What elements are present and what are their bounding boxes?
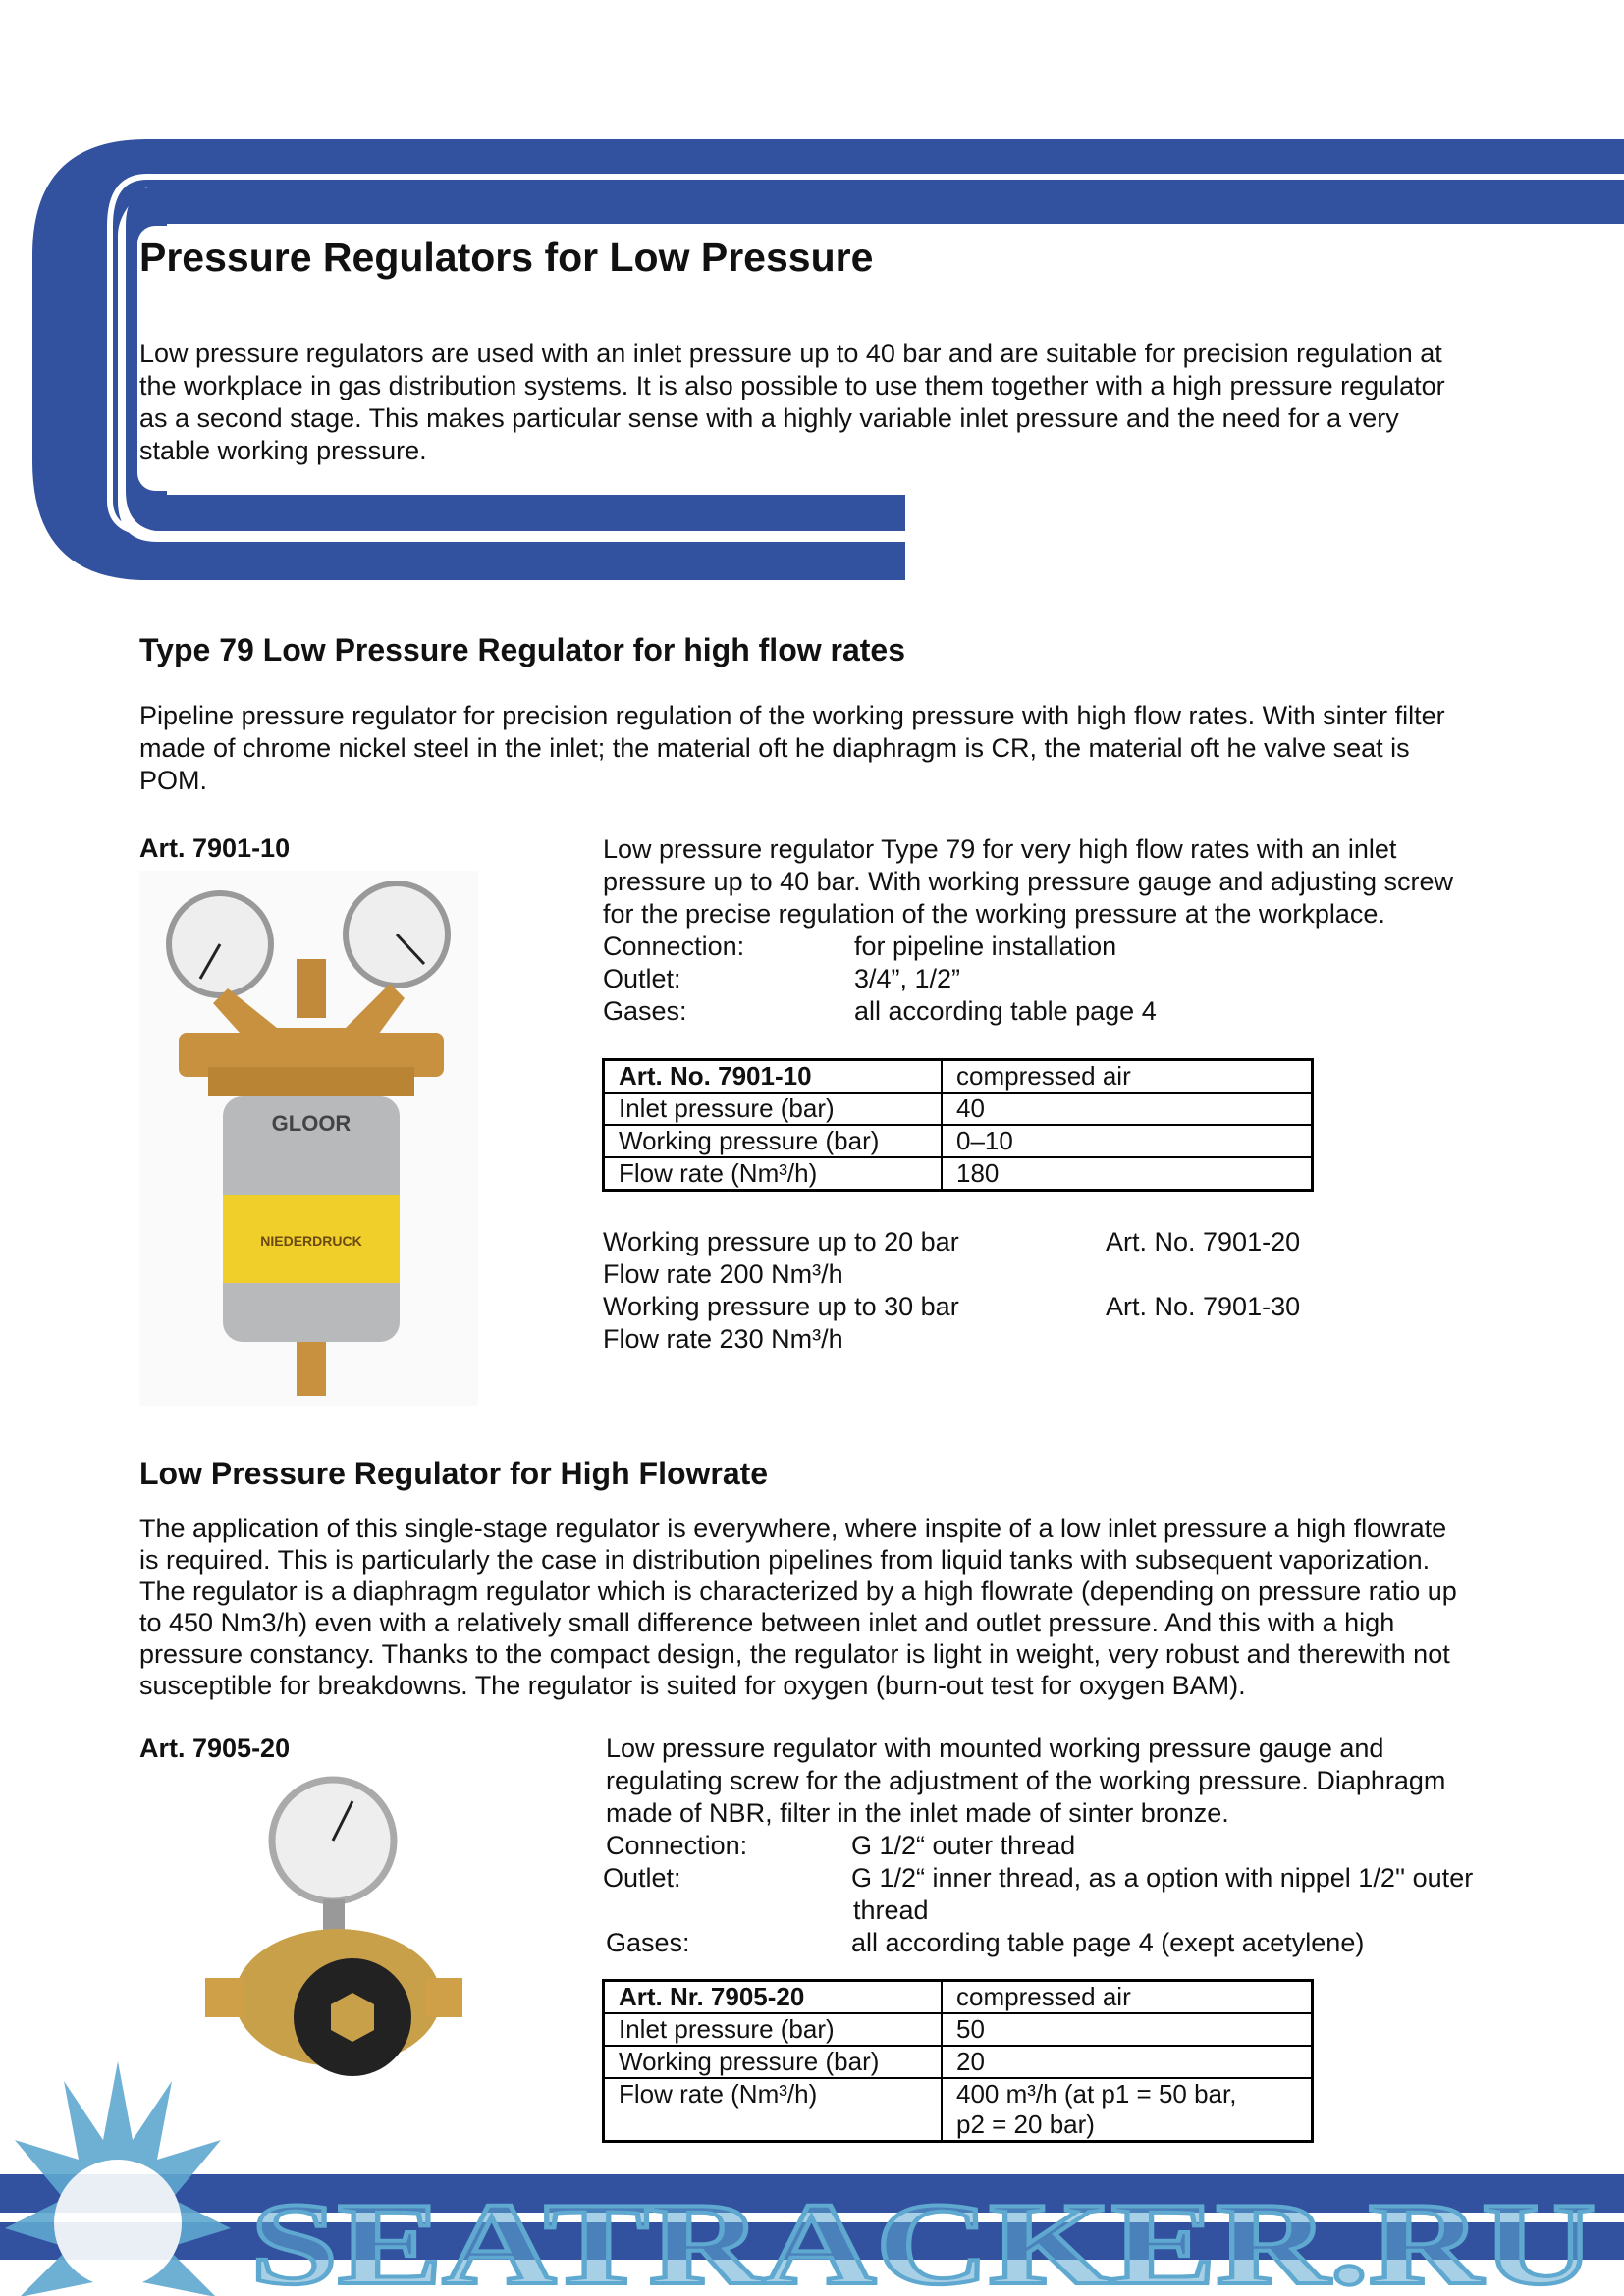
band-label: NIEDERDRUCK: [260, 1233, 362, 1249]
spec-key: Connection:: [603, 932, 745, 961]
page-title: Pressure Regulators for Low Pressure: [139, 235, 874, 280]
regulator-illustration: [205, 1772, 462, 2096]
para-line: The application of this single-stage regulator is everywhere, where inspite of a low inlet pressure a high flowrate: [139, 1514, 1447, 1543]
table-cell: 180: [942, 1157, 1313, 1191]
spec-key: Outlet:: [603, 1863, 681, 1893]
variant-art: Art. No. 7901-20: [1106, 1227, 1301, 1256]
spec-key: Connection:: [606, 1831, 748, 1860]
table-row: [604, 1060, 1313, 1094]
spec-value: 3/4”, 1/2”: [854, 964, 961, 993]
desc-line: Low pressure regulator with mounted working pressure gauge and: [606, 1734, 1384, 1763]
table-cell: 20: [942, 2046, 1313, 2078]
table-cell: 40: [942, 1093, 1313, 1125]
table-cell: Inlet pressure (bar): [604, 1093, 943, 1125]
desc-line: regulating screw for the adjustment of the working pressure. Diaphragm: [606, 1766, 1446, 1795]
para-line: POM.: [139, 766, 208, 795]
spec-table-7901-10: [602, 1058, 1314, 1192]
para-line: susceptible for breakdowns. The regulator is suited for oxygen (burn-out test for oxygen BAM).: [139, 1671, 1246, 1700]
spec-value: thread: [853, 1896, 929, 1925]
variant-line: Working pressure up to 30 bar: [603, 1292, 959, 1321]
art-label: Art. 7901-10: [139, 833, 291, 863]
table-row: [604, 1125, 1313, 1157]
para-line: pressure constancy. Thanks to the compact design, the regulator is light in weight, very robust and therewith not: [139, 1639, 1450, 1669]
watermark: [0, 2052, 1624, 2296]
intro-line: stable working pressure.: [139, 436, 427, 465]
table-row: [604, 1093, 1313, 1125]
para-line: is required. This is particularly the case in distribution pipelines from liquid tanks with subsequent vaporization.: [139, 1545, 1431, 1575]
spec-key: Gases:: [606, 1928, 690, 1957]
intro-line: as a second stage. This makes particular sense with a highly variable inlet pressure and the need for a very: [139, 403, 1399, 433]
desc-line: Low pressure regulator Type 79 for very high flow rates with an inlet: [603, 834, 1397, 864]
para-line: made of chrome nickel steel in the inlet; the material oft he diaphragm is CR, the material oft he valve seat is: [139, 733, 1410, 763]
spec-key: Gases:: [603, 996, 687, 1026]
table-cell: Inlet pressure (bar): [604, 2013, 943, 2046]
para-line: The regulator is a diaphragm regulator which is characterized by a high flowrate (depending on pressure ratio up: [139, 1576, 1457, 1606]
regulator-illustration: [139, 871, 478, 1406]
table-cell: compressed air: [942, 1060, 1313, 1094]
spec-key: Outlet:: [603, 964, 681, 993]
table-cell: Working pressure (bar): [604, 2046, 943, 2078]
variant-art: Art. No. 7901-30: [1106, 1292, 1301, 1321]
art-label: Art. 7905-20: [139, 1734, 291, 1763]
watermark-text: SEATRACKER.RU: [250, 2178, 1596, 2296]
variant-line: Flow rate 230 Nm³/h: [603, 1324, 843, 1354]
product-image-7901-10: [139, 871, 478, 1406]
table-row: [604, 1981, 1313, 2014]
table-row: [604, 1157, 1313, 1191]
brand-label: GLOOR: [271, 1111, 352, 1136]
spec-value: for pipeline installation: [854, 932, 1117, 961]
sun-icon: [5, 2061, 231, 2296]
desc-line: for the precise regulation of the working pressure at the workplace.: [603, 899, 1385, 929]
table-cell: 50: [942, 2013, 1313, 2046]
section-heading-highflow: Low Pressure Regulator for High Flowrate: [139, 1456, 769, 1491]
spec-value: all according table page 4 (exept acetylene): [851, 1928, 1365, 1957]
table-cell-line: p2 = 20 bar): [956, 2109, 1095, 2139]
table-row: [604, 2013, 1313, 2046]
table-cell: Working pressure (bar): [604, 1125, 943, 1157]
table-cell: Flow rate (Nm³/h): [604, 1157, 943, 1191]
spec-value: G 1/2“ outer thread: [851, 1831, 1076, 1860]
product-image-7905-20: [205, 1772, 462, 2096]
desc-line: pressure up to 40 bar. With working pressure gauge and adjusting screw: [603, 867, 1453, 896]
spec-value: all according table page 4: [854, 996, 1157, 1026]
spec-value: G 1/2“ inner thread, as a option with nippel 1/2'' outer: [851, 1863, 1474, 1893]
para-line: to 450 Nm3/h) even with a relatively small difference between inlet and outlet pressure. And this with a high: [139, 1608, 1395, 1637]
section-heading-type79: Type 79 Low Pressure Regulator for high flow rates: [139, 632, 906, 667]
table-cell: Art. No. 7901-10: [604, 1060, 943, 1094]
intro-line: the workplace in gas distribution systems. It is also possible to use them together with a high pressure regulator: [139, 371, 1445, 400]
table-cell-line: 400 m³/h (at p1 = 50 bar,: [956, 2079, 1237, 2109]
variant-line: Working pressure up to 20 bar: [603, 1227, 959, 1256]
variant-line: Flow rate 200 Nm³/h: [603, 1259, 843, 1289]
table-cell: Flow rate (Nm³/h): [604, 2078, 943, 2142]
table-cell: 0–10: [942, 1125, 1313, 1157]
desc-line: made of NBR, filter in the inlet made of sinter bronze.: [606, 1798, 1229, 1828]
intro-line: Low pressure regulators are used with an inlet pressure up to 40 bar and are suitable for precision regulation at: [139, 339, 1442, 368]
table-cell: compressed air: [942, 1981, 1313, 2014]
para-line: Pipeline pressure regulator for precision regulation of the working pressure with high flow rates. With sinter filter: [139, 701, 1445, 730]
table-cell: Art. Nr. 7905-20: [604, 1981, 943, 2014]
